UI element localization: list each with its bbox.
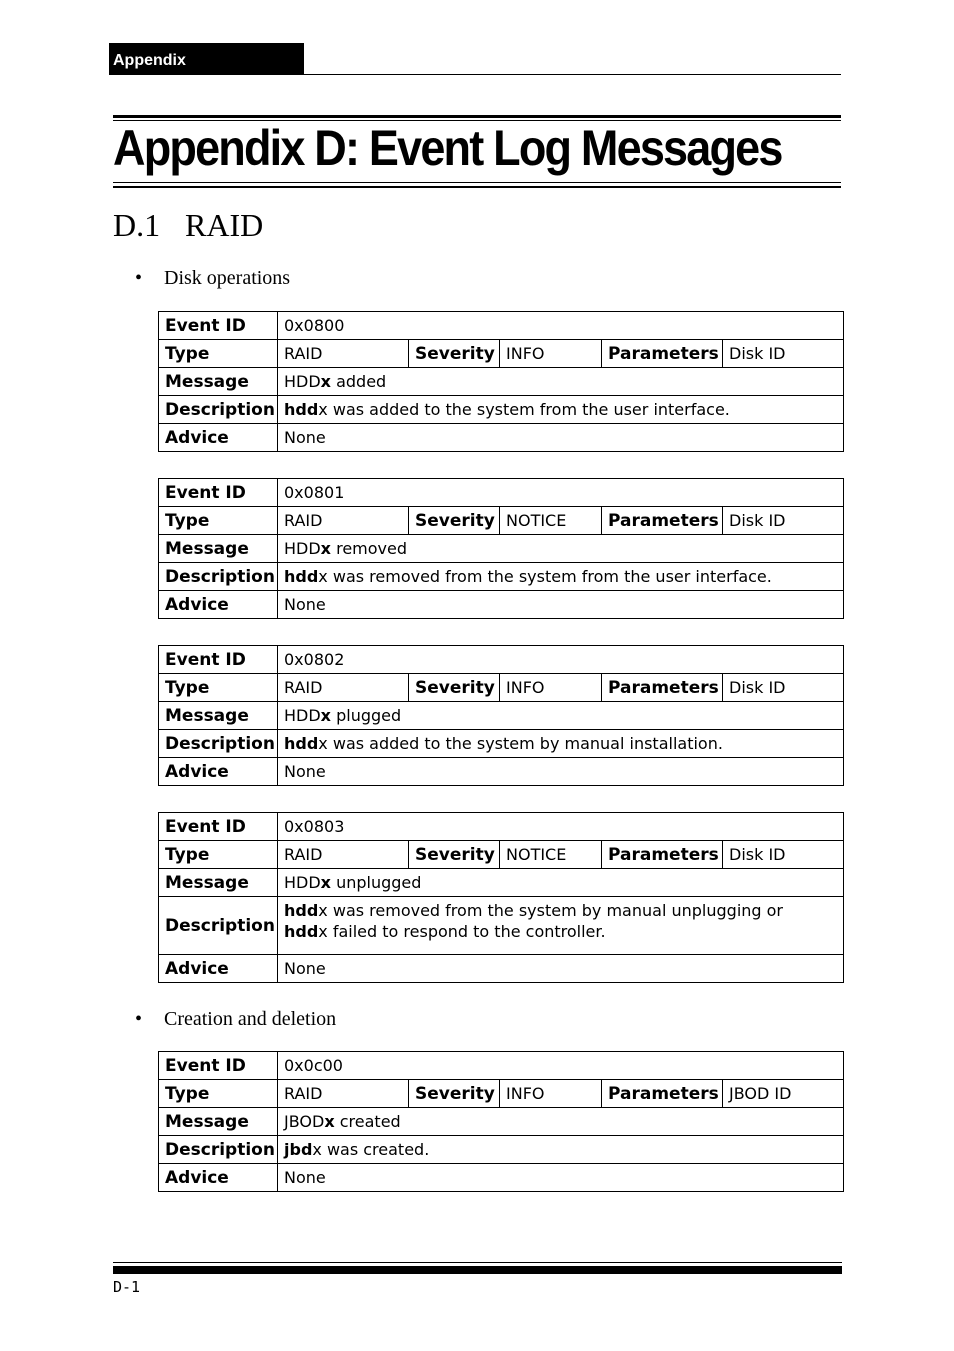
description-value: hddx was added to the system by manual installation.: [278, 730, 844, 758]
event-id-value: 0x0801: [278, 479, 844, 507]
event-table: [158, 1051, 844, 1192]
severity-label: Severity: [409, 1080, 500, 1108]
table-row: [159, 730, 844, 758]
table-row: [159, 955, 844, 983]
section-number: D.1: [113, 207, 161, 243]
event-id-value: 0x0c00: [278, 1052, 844, 1080]
severity-label: Severity: [409, 507, 500, 535]
advice-label: Advice: [159, 955, 278, 983]
bullet-dot: •: [135, 267, 143, 289]
table-row: [159, 507, 844, 535]
table-row: [159, 396, 844, 424]
bullet-label: Disk operations: [164, 267, 291, 289]
bullet-disk-operations: [135, 266, 290, 290]
message-label: Message: [159, 1108, 278, 1136]
type-value: RAID: [278, 507, 409, 535]
table-row: [159, 591, 844, 619]
table-row: [159, 368, 844, 396]
type-value: RAID: [278, 340, 409, 368]
table-row: [159, 340, 844, 368]
type-value: RAID: [278, 1080, 409, 1108]
event-id-value: 0x0803: [278, 813, 844, 841]
message-label: Message: [159, 368, 278, 396]
page-number: D-1: [113, 1278, 141, 1296]
description-label: Description: [159, 730, 278, 758]
severity-value: NOTICE: [500, 841, 602, 869]
event-id-label: Event ID: [159, 479, 278, 507]
type-label: Type: [159, 674, 278, 702]
advice-value: None: [278, 1164, 844, 1192]
message-value: HDDx removed: [278, 535, 844, 563]
parameters-value: Disk ID: [723, 674, 844, 702]
header-tab: Appendix: [109, 43, 304, 75]
parameters-label: Parameters: [602, 841, 723, 869]
description-value: hddx was added to the system from the user interface.: [278, 396, 844, 424]
description-value: hddx was removed from the system by manual unplugging or hddx failed to respond to the controller.: [278, 897, 844, 955]
bullet-label: Creation and deletion: [164, 1008, 337, 1030]
title-top-rule: [113, 115, 841, 118]
severity-value: INFO: [500, 674, 602, 702]
message-label: Message: [159, 702, 278, 730]
table-row: [159, 1052, 844, 1080]
bullet-creation-deletion: [135, 1007, 336, 1031]
event-id-label: Event ID: [159, 646, 278, 674]
table-row: [159, 813, 844, 841]
title-bottom-thin-rule: [113, 182, 841, 183]
description-value: jbdx was created.: [278, 1136, 844, 1164]
message-value: JBODx created: [278, 1108, 844, 1136]
table-row: [159, 758, 844, 786]
advice-value: None: [278, 591, 844, 619]
parameters-value: Disk ID: [723, 340, 844, 368]
type-label: Type: [159, 340, 278, 368]
table-row: [159, 841, 844, 869]
description-label: Description: [159, 897, 278, 955]
parameters-value: JBOD ID: [723, 1080, 844, 1108]
description-label: Description: [159, 1136, 278, 1164]
message-value: HDDx added: [278, 368, 844, 396]
event-table: [158, 478, 844, 619]
header-divider: [109, 74, 841, 75]
message-value: HDDx unplugged: [278, 869, 844, 897]
event-id-label: Event ID: [159, 1052, 278, 1080]
event-table: [158, 311, 844, 452]
type-label: Type: [159, 507, 278, 535]
severity-label: Severity: [409, 674, 500, 702]
advice-label: Advice: [159, 424, 278, 452]
advice-label: Advice: [159, 758, 278, 786]
advice-label: Advice: [159, 591, 278, 619]
event-table: [158, 645, 844, 786]
table-row: [159, 563, 844, 591]
event-id-label: Event ID: [159, 813, 278, 841]
table-row: [159, 479, 844, 507]
type-value: RAID: [278, 841, 409, 869]
page-title: Appendix D: Event Log Messages: [113, 120, 782, 176]
advice-label: Advice: [159, 1164, 278, 1192]
title-bottom-rule: [113, 186, 841, 188]
parameters-value: Disk ID: [723, 507, 844, 535]
type-label: Type: [159, 841, 278, 869]
parameters-label: Parameters: [602, 340, 723, 368]
event-table: [158, 812, 844, 983]
parameters-label: Parameters: [602, 1080, 723, 1108]
table-row: [159, 869, 844, 897]
table-row: [159, 1164, 844, 1192]
description-label: Description: [159, 563, 278, 591]
event-id-value: 0x0800: [278, 312, 844, 340]
severity-value: INFO: [500, 340, 602, 368]
table-row: [159, 702, 844, 730]
table-row: [159, 312, 844, 340]
description-label: Description: [159, 396, 278, 424]
table-row: [159, 535, 844, 563]
table-row: [159, 897, 844, 955]
event-id-label: Event ID: [159, 312, 278, 340]
advice-value: None: [278, 758, 844, 786]
message-value: HDDx plugged: [278, 702, 844, 730]
footer-thin-rule: [113, 1262, 842, 1263]
message-label: Message: [159, 869, 278, 897]
advice-value: None: [278, 424, 844, 452]
severity-label: Severity: [409, 340, 500, 368]
table-row: [159, 1108, 844, 1136]
message-label: Message: [159, 535, 278, 563]
section-heading: [113, 205, 263, 245]
advice-value: None: [278, 955, 844, 983]
footer-thick-rule: [113, 1266, 842, 1274]
severity-value: NOTICE: [500, 507, 602, 535]
parameters-label: Parameters: [602, 674, 723, 702]
table-row: [159, 1136, 844, 1164]
table-row: [159, 646, 844, 674]
section-title: RAID: [185, 207, 264, 243]
table-row: [159, 424, 844, 452]
table-row: [159, 674, 844, 702]
description-value: hddx was removed from the system from the user interface.: [278, 563, 844, 591]
bullet-dot: •: [135, 1008, 143, 1030]
severity-value: INFO: [500, 1080, 602, 1108]
severity-label: Severity: [409, 841, 500, 869]
parameters-value: Disk ID: [723, 841, 844, 869]
parameters-label: Parameters: [602, 507, 723, 535]
type-label: Type: [159, 1080, 278, 1108]
table-row: [159, 1080, 844, 1108]
type-value: RAID: [278, 674, 409, 702]
event-id-value: 0x0802: [278, 646, 844, 674]
